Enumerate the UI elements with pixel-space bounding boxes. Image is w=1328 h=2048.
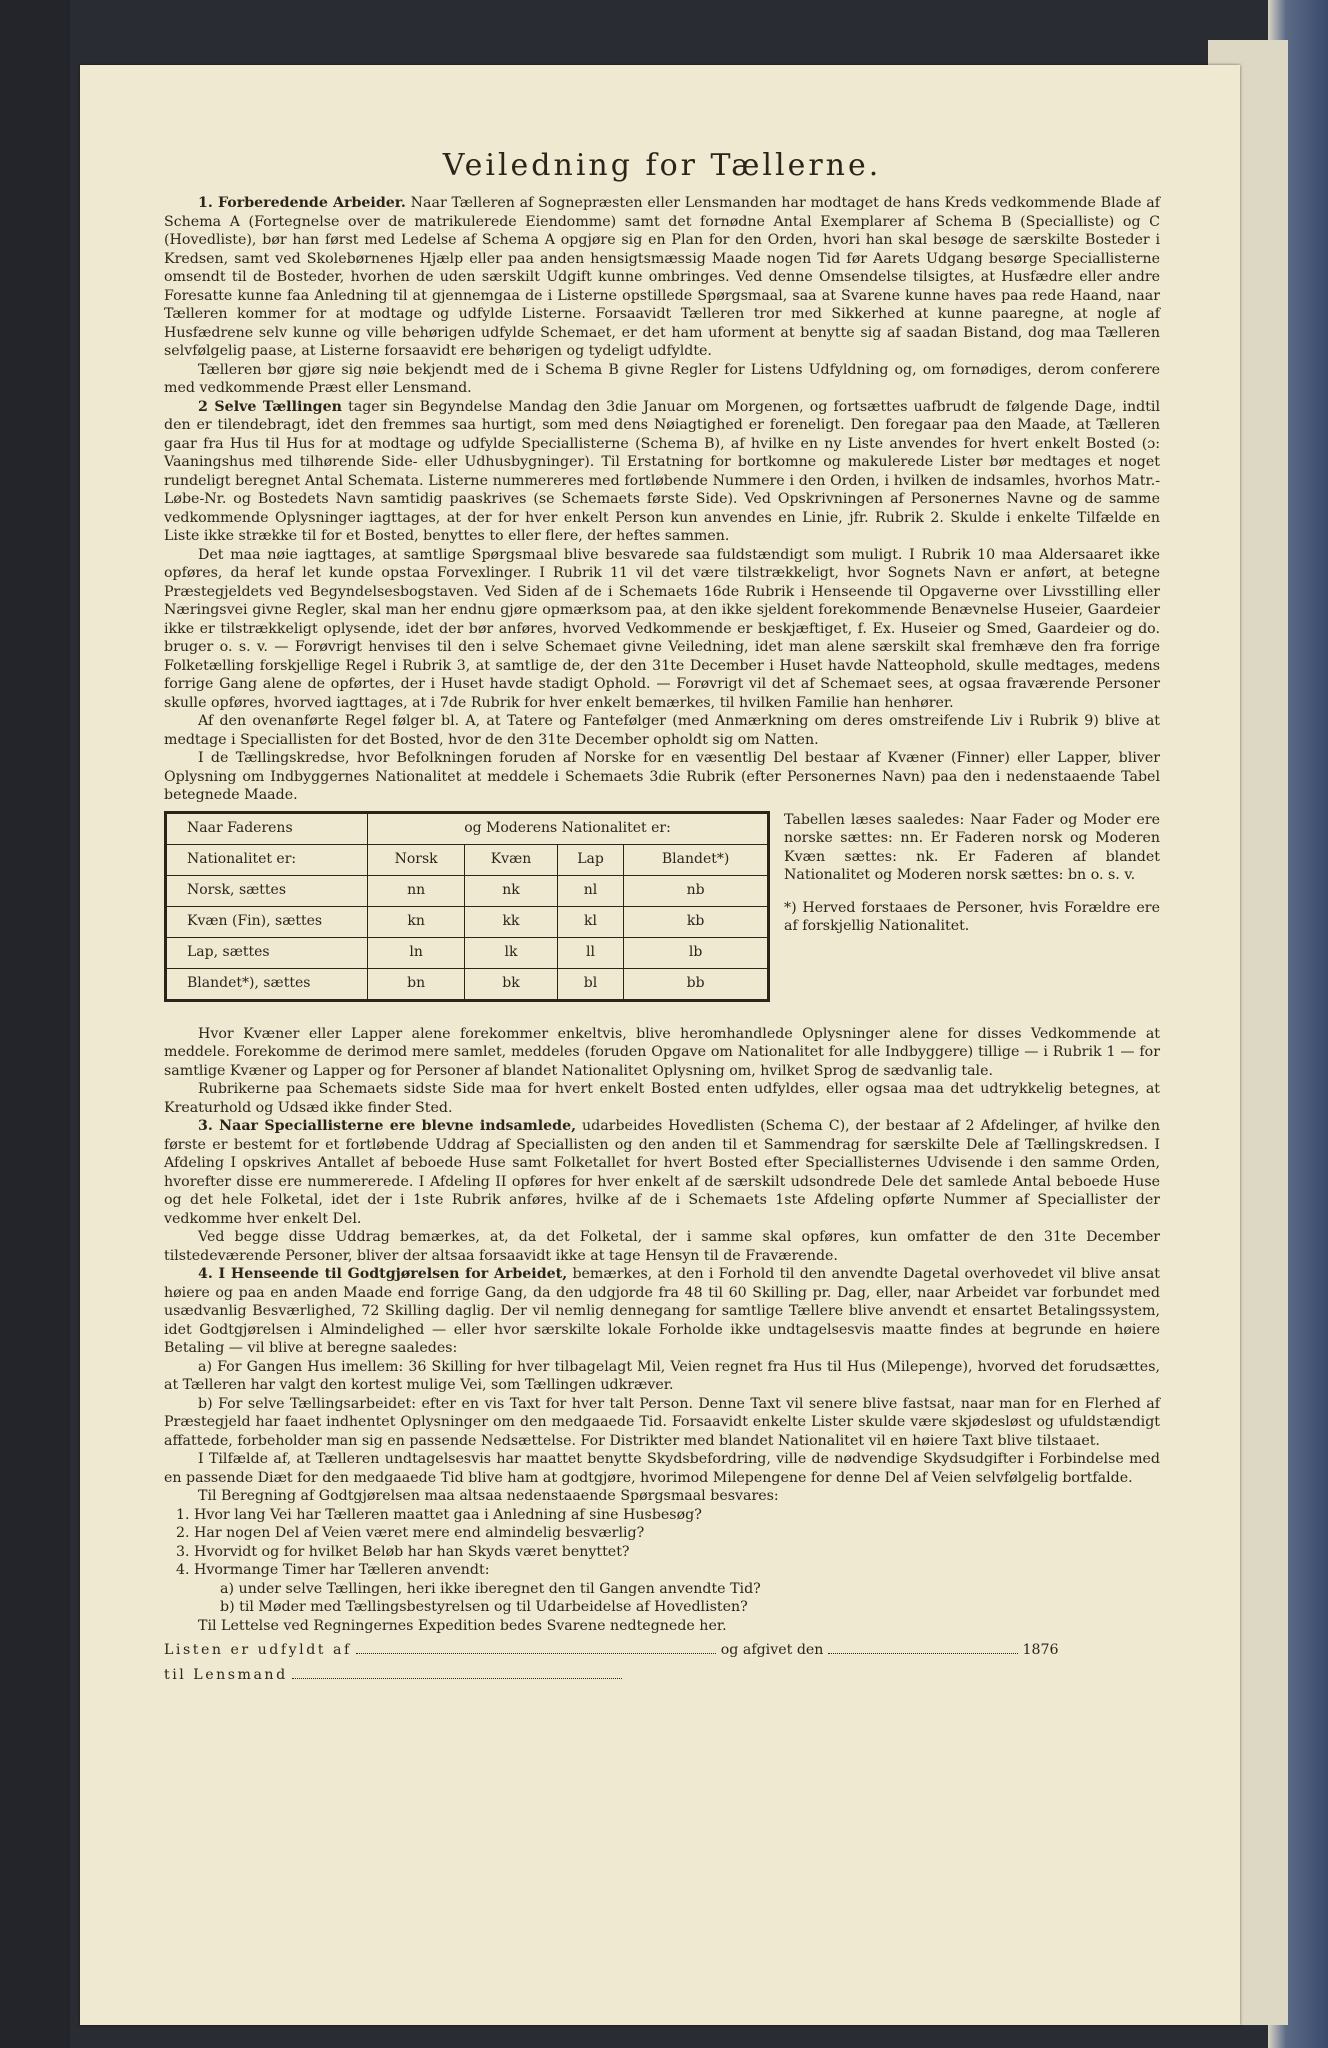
section-4-para-3: Til Beregning af Godtgjørelsen maa altsaa nedenstaaende Spørgsmaal besvares: bbox=[198, 1488, 779, 1504]
table-row bbox=[166, 937, 769, 968]
row-label: Blandet*), sættes bbox=[166, 968, 368, 1000]
row-label: Lap, sættes bbox=[166, 937, 368, 968]
row-label: Norsk, sættes bbox=[166, 875, 368, 906]
section-4-item-b: b) For selve Tællingsarbeidet: efter en vis Taxt for hver talt Person. Denne Taxt vil senere blive fastsat, naar man for en Flerhed af Præstegjeld har faaet indhentet Oplysninger om den medgaaede Tid. Forsaavidt enkelte Lister skulde være skjødesløst og ufuldstændigt affattede, forbeholder man sig en passende Nedsættelse. For Distrikter med blandet Nationalitet vil en høiere Taxt blive tilstaaet. bbox=[164, 1395, 1160, 1449]
table-row bbox=[166, 875, 769, 906]
scan-background-left bbox=[0, 0, 70, 2048]
table-cell: ll bbox=[557, 937, 624, 968]
section-2b-para-2: Rubrikerne paa Schemaets sidste Side maa for hvert enkelt Bosted enten udfyldes, eller ogsaa maa det udtrykkelig betegnes, at Kreaturhold og Udsæd ikke finder Sted. bbox=[164, 1081, 1160, 1116]
filled-by-field[interactable] bbox=[356, 1653, 716, 1654]
table-cell: bl bbox=[557, 968, 624, 1000]
section-2b-para-1: Hvor Kvæner eller Lapper alene forekommer enkeltvis, blive heromhandlede Oplysninger alene for disses Vedkommende at meddele. Forekomme de derimod mere samlet, meddeles (foruden Opgave om Nationalitet for alle Indbyggere) tillige — i Rubrik 1 — for samtlige Kvæner og Lapper og for Personer af blandet Nationalitet Oplysning om, hvilket Sprog de sædvanlig tale. bbox=[164, 1025, 1160, 1079]
nationality-table bbox=[164, 811, 770, 1002]
section-4-para-1 bbox=[164, 1265, 1160, 1358]
list-item: 1. Hvor lang Vei har Tælleren maattet gaa i Anledning af sine Husbesøg? bbox=[194, 1506, 1160, 1525]
table-cell: kk bbox=[465, 906, 558, 937]
section-2-para-2: Det maa nøie iagttages, at samtlige Spørgsmaal blive besvarede saa fuldstændigt som muligt. I Rubrik 10 maa Aldersaaret ikke opføres, da heraf let kunde opstaa Forvexlinger. I Rubrik 11 vil det være tilstrækkeligt, hvor Sognets Navn er anført, at betegne Præstegjeldets ved Begyndelsesbogstaven. Ved Siden af de i Schemaets 16de Rubrik i Henseende til Opgaverne over Livsstilling eller Næringsvei givne Regler, skal man her endnu gjøre opmærksom paa, at den ikke sjeldent forekommende Benævnelse Huseier, Gaardeier ikke er tilstrækkeligt oplysende, idet der bør anføres, hvorved Vedkommende er beskjæftiget, f. Ex. Huseier og Smed, Gaardeier og do. bruger o. s. v. — Forøvrigt henvises til den i selve Schemaet givne Veiledning, idet man alene særskilt skal fremhæve den fra forrige Folketælling forskjellige Regel i Rubrik 3, at samtlige de, der den 31te December i Huset havde Natteophold, skulle medtages, medens forrige Gang alene de opførtes, der i Huset havde stadigt Ophold. — Forøvrigt vil det af Schemaet sees, at ogsaa fraværende Personer skulle opføres, hvorved iagttages, at i 7de Rubrik for hver enkelt bemærkes, til hvilken Familie han henhører. bbox=[164, 546, 1160, 711]
table-cell: nb bbox=[624, 875, 769, 906]
col-header: Blandet*) bbox=[624, 844, 769, 875]
table-cell: kb bbox=[624, 906, 769, 937]
section-1-para-1 bbox=[164, 194, 1160, 361]
list-item: 3. Hvorvidt og for hvilket Beløb har han Skyds været benyttet? bbox=[194, 1543, 1160, 1562]
lensmand-label: til Lensmand bbox=[164, 1666, 288, 1683]
table-subheader-row bbox=[166, 844, 769, 875]
signature-block bbox=[164, 1641, 1160, 1684]
section-1-para-2: Tælleren bør gjøre sig nøie bekjendt med de i Schema B givne Regler for Listens Udfyldning og, om fornødiges, derom conferere med vedkommende Præst eller Lensmand. bbox=[164, 361, 1160, 396]
table-cell: bb bbox=[624, 968, 769, 1000]
section-3-heading: 3. Naar Speciallisterne ere blevne indsamlede, bbox=[198, 1118, 577, 1134]
table-cell: lk bbox=[465, 937, 558, 968]
table-explanation bbox=[784, 811, 1160, 936]
section-3-para-1 bbox=[164, 1117, 1160, 1228]
table-cell: ln bbox=[368, 937, 465, 968]
filled-by-line bbox=[164, 1641, 1160, 1660]
section-2-para-4: I de Tællingskredse, hvor Befolkningen foruden af Norske for en væsentlig Del bestaar af Kvæner (Finner) eller Lapper, bliver Oplysning om Indbyggernes Nationalitet at meddele i Schemaets 3die Rubrik (efter Personernes Navn) paa den i nedenstaaende Tabel betegnede Maade. bbox=[164, 750, 1160, 803]
document-content bbox=[164, 148, 1160, 1684]
table-cell: nk bbox=[465, 875, 558, 906]
section-4-heading: 4. I Henseende til Godtgjørelsen for Arbeidet, bbox=[198, 1266, 568, 1282]
section-4-item-a: a) For Gangen Hus imellem: 36 Skilling for hver tilbagelagt Mil, Veien regnet fra Hus til Hus (Milepenge), hvorved det forudsættes, at Tælleren har valgt den kortest mulige Vei, som Tællingen udkræver. bbox=[164, 1358, 1160, 1393]
nationality-table-block bbox=[164, 811, 1160, 1019]
question-4a: a) under selve Tællingen, heri ikke iberegnet den til Gangen anvendte Tid? bbox=[220, 1580, 761, 1597]
section-4-para-4: Til Lettelse ved Regningernes Expedition bedes Svarene nedtegnede her. bbox=[198, 1617, 727, 1634]
table-row bbox=[166, 906, 769, 937]
section-1-text: Naar Tælleren af Sognepræsten eller Lensmanden har modtaget de hans Kreds vedkommende Blade af Schema A (Fortegnelse over de matrikulerede Eiendomme) samt det fornødne Antal Exemplarer af Schema B (Specialliste) og C (Hovedliste), bør han først med Ledelse af Schema A opgjøre sig en Plan for den Orden, hvori han skal besøge de særskilte Bosteder i Kredsen, samt ved Skolebørnenes Hjælp eller paa anden hensigtsmæssig Maade nogen Tid før Aarets Udgang besørge Speciallisterne omsendt til de Bosteder, hvorhen de uden særskilt Udgift kunne ombringes. Ved denne Omsendelse tilsigtes, at Husfædre eller andre Foresatte kunne faa Anledning til at gjennemgaa de i Listerne opstillede Spørgsmaal, saa at Svarene kunne haves paa rede Haand, naar Tælleren kommer for at modtage og udfylde Listerne. Forsaavidt Tælleren tror med Sikkerhed at kunne paaregne, at nogle af Husfædrene selv kunne og ville behørigen udfylde Schemaet, er det ham uforment at benytte sig af saadan Bistand, dog maa Tælleren selvfølgelig paase, at Listerne forsaavidt ere behørigen og tydeligt udfyldte. bbox=[164, 195, 1160, 359]
table-header-row bbox=[166, 812, 769, 844]
list-item: 4. Hvormange Timer har Tælleren anvendt: bbox=[194, 1561, 1160, 1580]
year-label: 1876 bbox=[1022, 1642, 1059, 1658]
question-4b: b) til Møder med Tællingsbestyrelsen og til Udarbeidelse af Hovedlisten? bbox=[220, 1599, 748, 1615]
table-cell: nl bbox=[557, 875, 624, 906]
header-nationality: Nationalitet er: bbox=[166, 844, 368, 875]
table-cell: nn bbox=[368, 875, 465, 906]
filled-by-label: Listen er udfyldt af bbox=[164, 1642, 352, 1658]
col-header: Norsk bbox=[368, 844, 465, 875]
table-cell: bn bbox=[368, 968, 465, 1000]
section-3-para-2: Ved begge disse Uddrag bemærkes, at, da det Folketal, der i samme skal opføres, kun omfatter de den 31te December tilstedeværende Personer, bliver der altsaa forsaavidt ikke at tage Hensyn til de Fraværende. bbox=[164, 1229, 1160, 1264]
table-cell: bk bbox=[465, 968, 558, 1000]
date-field[interactable] bbox=[828, 1653, 1018, 1654]
section-2-text: tager sin Begyndelse Mandag den 3die Januar om Morgenen, og fortsættes uafbrudt de følgende Dage, indtil den er tilendebragt, idet den fremmes saa hurtigt, som med dens Nøiagtighed er foreneligt. Den foregaar paa den Maade, at Tælleren gaar fra Hus til Hus for at modtage og udfylde Speciallisterne (Schema B), af hvilke en ny Liste anvendes for hvert enkelt Bosted (ɔ: Vaaningshus med tilhørende Side- eller Udhusbygninger). Til Erstatning for bortkomne og makulerede Lister bør medtages et noget rundeligt beregnet Antal Schemata. Listerne nummereres med fortløbende Nummere i den Orden, i hvilken de indsamles, hvorhos Matr.-Løbe-Nr. og Bostedets Navn samtidig paaskrives (se Schemaets første Side). Ved Opskrivningen af Personernes Navne og de samme vedkommende Oplysninger iagttages, at der for hver enkelt Person kun anvendes en Linie, jfr. Rubrik 2. Skulde i enkelte Tilfælde en Liste ikke strække til for et Bosted, benyttes to eller flere, der heftes sammen. bbox=[164, 398, 1160, 544]
table-row bbox=[166, 968, 769, 1000]
lensmand-line bbox=[164, 1666, 1160, 1685]
header-mother: og Moderens Nationalitet er: bbox=[368, 812, 769, 844]
header-father: Naar Faderens bbox=[166, 812, 368, 844]
section-2-para-3: Af den ovenanførte Regel følger bl. A, at Tatere og Fantefølger (med Anmærkning om deres omstreifende Liv i Rubrik 9) blive at medtage i Speciallisten for det Bosted, hvor de den 31te December opholdt sig om Natten. bbox=[164, 713, 1160, 748]
question-list bbox=[164, 1506, 1160, 1580]
col-header: Kvæn bbox=[465, 844, 558, 875]
section-4-text: bemærkes, at den i Forhold til den anvendte Dagetal overhovedet vil blive ansat høiere og paa en anden Maade end forrige Gang, da den udgjorde fra 48 til 60 Skilling pr. Dag, eller, naar Arbeidet var forbundet med usædvanlig Besværlighed, 72 Skilling daglig. Der vil nemlig dennegang for samtlige Tællere blive anvendt et ensartet Betalingssystem, idet Godtgjørelsen i Almindelighed — eller hvor særskilte lokale Forholde ikke undtagelsesvis maatte findes at begrunde en høiere Betaling — vil blive at beregne saaledes: bbox=[164, 1266, 1160, 1356]
table-reading-note: Tabellen læses saaledes: Naar Fader og Moder ere norske sættes: nn. Er Faderen norsk og Moderen Kvæn sættes: nk. Er Faderen af blandet Nationalitet og Moderen norsk sættes: bn o. s. v. bbox=[784, 811, 1160, 883]
page-title: Veiledning for Tællerne. bbox=[442, 148, 882, 183]
table-footnote: *) Herved forstaaes de Personer, hvis Forældre ere af forskjellig Nationalitet. bbox=[784, 899, 1160, 934]
col-header: Lap bbox=[557, 844, 624, 875]
section-2-para-1 bbox=[164, 398, 1160, 546]
section-3-text: udarbeides Hovedlisten (Schema C), der bestaar af 2 Afdelinger, af hvilke den første er bestemt for et fortløbende Uddrag af Speciallisten og den anden til et Sammendrag for særskilte Dele af Tællingskredsen. I Afdeling I opskrives Antallet af beboede Huse samt Folketallet for hvert Bosted efter Speciallisternes Udvisende i den samme Orden, hvorefter disse ere nummererede. I Afdeling II opføres for hver enkelt af de særskilt udsondrede Dele det samlede Antal beboede Huse og det hele Folketal, idet der i 1ste Rubrik anføres, hvilke af de i Schemaets 1ste Afdeling opførte Nummer af Speciallister der vedkomme hver enkelt Del. bbox=[164, 1118, 1161, 1227]
row-label: Kvæn (Fin), sættes bbox=[166, 906, 368, 937]
table-cell: lb bbox=[624, 937, 769, 968]
list-item: 2. Har nogen Del af Veien været mere end almindelig besværlig? bbox=[194, 1524, 1160, 1543]
section-4-para-2: I Tilfælde af, at Tælleren undtagelsesvis har maattet benytte Skydsbefordring, ville de nødvendige Skydsudgifter i Forbindelse med en passende Diæt for den medgaaede Tid blive ham at godtgjøre, hvorimod Milepengene for denne Del af Veien selvfølgelig bortfalde. bbox=[164, 1451, 1160, 1486]
section-1-heading: 1. Forberedende Arbeider. bbox=[198, 195, 406, 211]
table-cell: kl bbox=[557, 906, 624, 937]
table-cell: kn bbox=[368, 906, 465, 937]
delivered-label: og afgivet den bbox=[720, 1642, 824, 1658]
lensmand-field[interactable] bbox=[292, 1678, 622, 1679]
section-2-heading: 2 Selve Tællingen bbox=[198, 398, 342, 415]
